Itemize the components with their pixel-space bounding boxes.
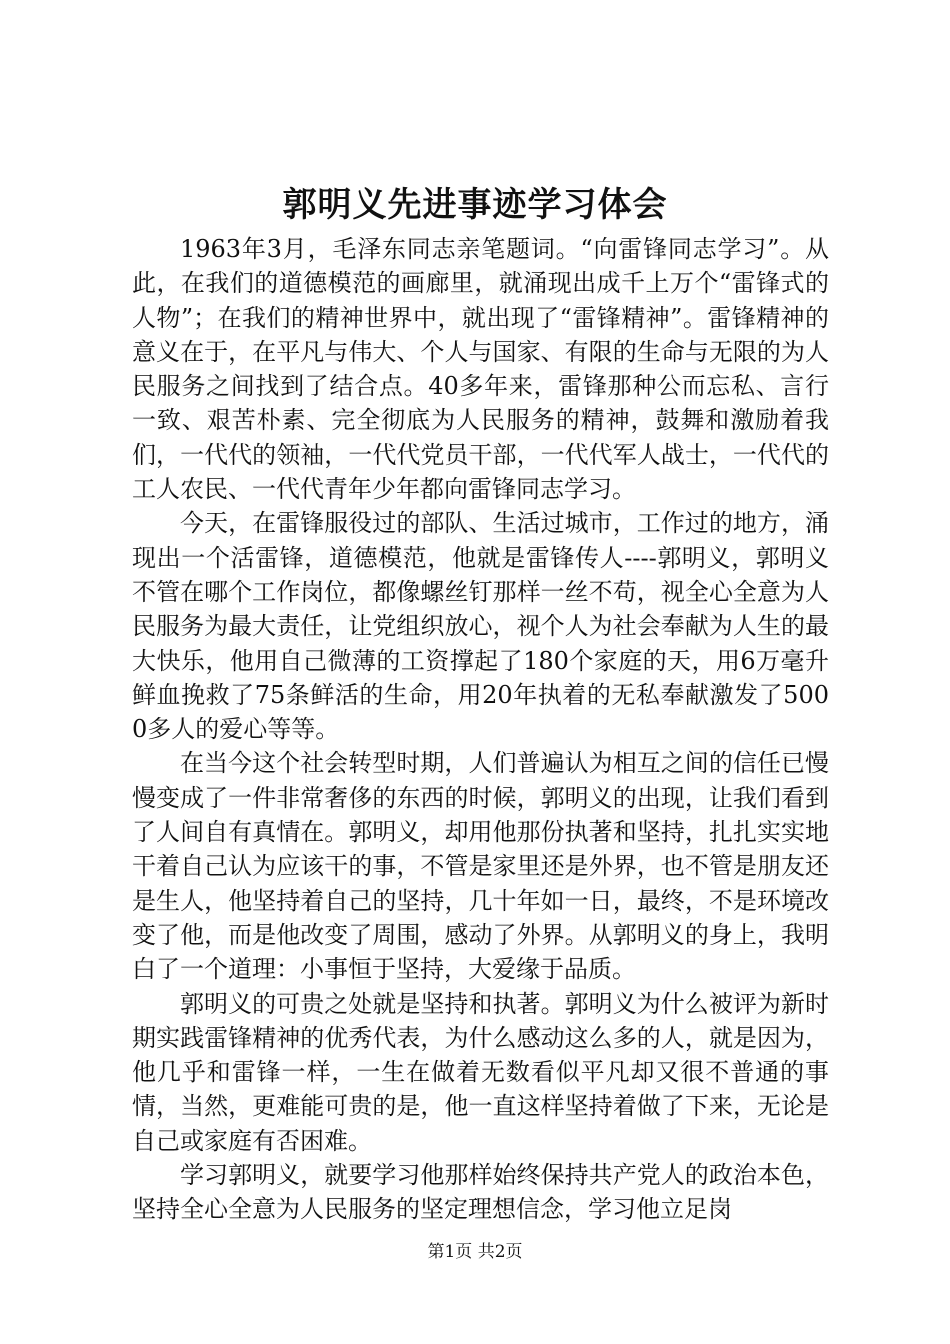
paragraph-2: 今天，在雷锋服役过的部队、生活过城市，工作过的地方，涌现出一个活雷锋，道德模范，他就是雷锋传人----郭明义，郭明义不管在哪个工作岗位，都像螺丝钉那样一丝不苟，视全心全意为人民服务为最大责任，让党组织放心，视个人为社会奉献为人生的最大快乐，他用自己微薄的工资撑起了180个家庭的天，用6万毫升鲜血挽救了75条鲜活的生命，用20年执着的无私奉献激发了5000多人的爱心等等。 [132,509,829,744]
document-body [132,232,829,1227]
paragraph-1: 1963年3月，毛泽东同志亲笔题词。“向雷锋同志学习”。从此，在我们的道德模范的画廊里，就涌现出成千上万个“雷锋式的人物”；在我们的精神世界中，就出现了“雷锋精神”。雷锋精神的意义在于，在平凡与伟大、个人与国家、有限的生命与无限的为人民服务之间找到了结合点。40多年来，雷锋那种公而忘私、言行一致、艰苦朴素、完全彻底为人民服务的精神，鼓舞和激励着我们，一代代的领袖，一代代党员干部，一代代军人战士，一代代的工人农民、一代代青年少年都向雷锋同志学习。 [132,235,829,504]
paragraph-5: 学习郭明义，就要学习他那样始终保持共产党人的政治本色，坚持全心全意为人民服务的坚定理想信念，学习他立足岗 [132,1161,829,1224]
paragraph-4: 郭明义的可贵之处就是坚持和执著。郭明义为什么被评为新时期实践雷锋精神的优秀代表，为什么感动这么多的人，就是因为，他几乎和雷锋一样，一生在做着无数看似平凡却又很不普通的事情，当然，更难能可贵的是，他一直这样坚持着做了下来，无论是自己或家庭有否困难。 [132,989,829,1155]
document-title: 郭明义先进事迹学习体会 [282,185,668,225]
paragraph-3: 在当今这个社会转型时期，人们普遍认为相互之间的信任已慢慢变成了一件非常奢侈的东西的时候，郭明义的出现，让我们看到了人间自有真情在。郭明义，却用他那份执著和坚持，扎扎实实地干着自己认为应该干的事，不管是家里还是外界，也不管是朋友还是生人，他坚持着自己的坚持，几十年如一日，最终，不是环境改变了他，而是他改变了周围，感动了外界。从郭明义的身上，我明白了一个道理：小事恒于坚持，大爱缘于品质。 [132,749,829,984]
page-footer: 第1页 共2页 [427,1242,523,1262]
